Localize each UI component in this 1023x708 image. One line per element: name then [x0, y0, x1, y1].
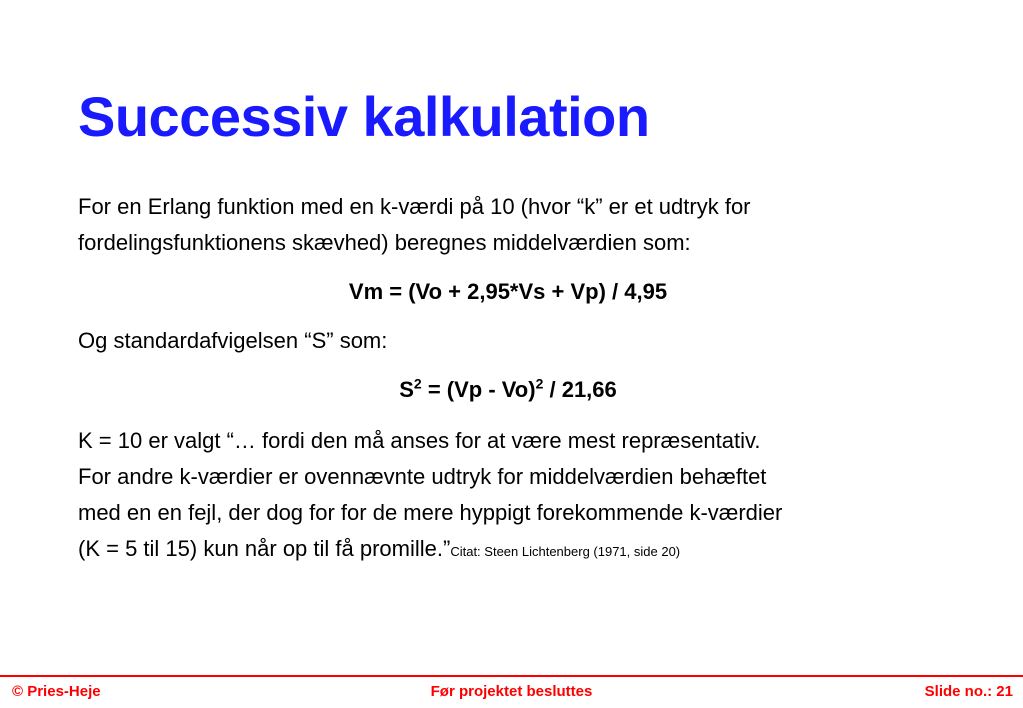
formula-std-s: S: [399, 377, 414, 402]
formula-std-paren-exponent: 2: [535, 375, 544, 392]
footer: [0, 683, 1023, 703]
quote-line-4: [78, 531, 938, 570]
quote-line-4-text: (K = 5 til 15) kun når op til få promille.”: [78, 536, 451, 561]
formula-mean: Vm = (Vo + 2,95*Vs + Vp) / 4,95: [348, 279, 668, 304]
footer-section-title: Før projektet besluttes: [430, 683, 593, 700]
formula-std-middle: = (Vp - Vo): [421, 377, 536, 402]
quote-line-3: med en en fejl, der dog for for de mere hyppigt forekommende k-værdier: [78, 500, 783, 525]
intro-line-2: fordelingsfunktionens skævhed) beregnes middelværdien som:: [78, 230, 691, 255]
formula-std-tail: / 21,66: [543, 377, 617, 402]
quote-line-2: For andre k-værdier er ovennævnte udtryk for middelværdien behæftet: [78, 464, 767, 489]
formula-std-s-exponent: 2: [413, 375, 422, 392]
slide-title: Successiv kalkulation: [78, 85, 650, 148]
footer-copyright: © Pries-Heje: [12, 683, 101, 700]
formula-std: [78, 373, 938, 407]
citation: Citat: Steen Lichtenberg (1971, side 20): [450, 544, 681, 559]
intro-line-1: For en Erlang funktion med en k-værdi på 10 (hvor “k” er et udtryk for: [78, 194, 751, 219]
footer-slide-number: Slide no.: 21: [924, 683, 1013, 700]
quote-line-1: K = 10 er valgt “… fordi den må anses for at være mest repræsentativ.: [78, 428, 761, 453]
footer-divider: [0, 675, 1023, 677]
slide-body: [78, 189, 938, 570]
std-intro: Og standardafvigelsen “S” som:: [78, 328, 388, 353]
